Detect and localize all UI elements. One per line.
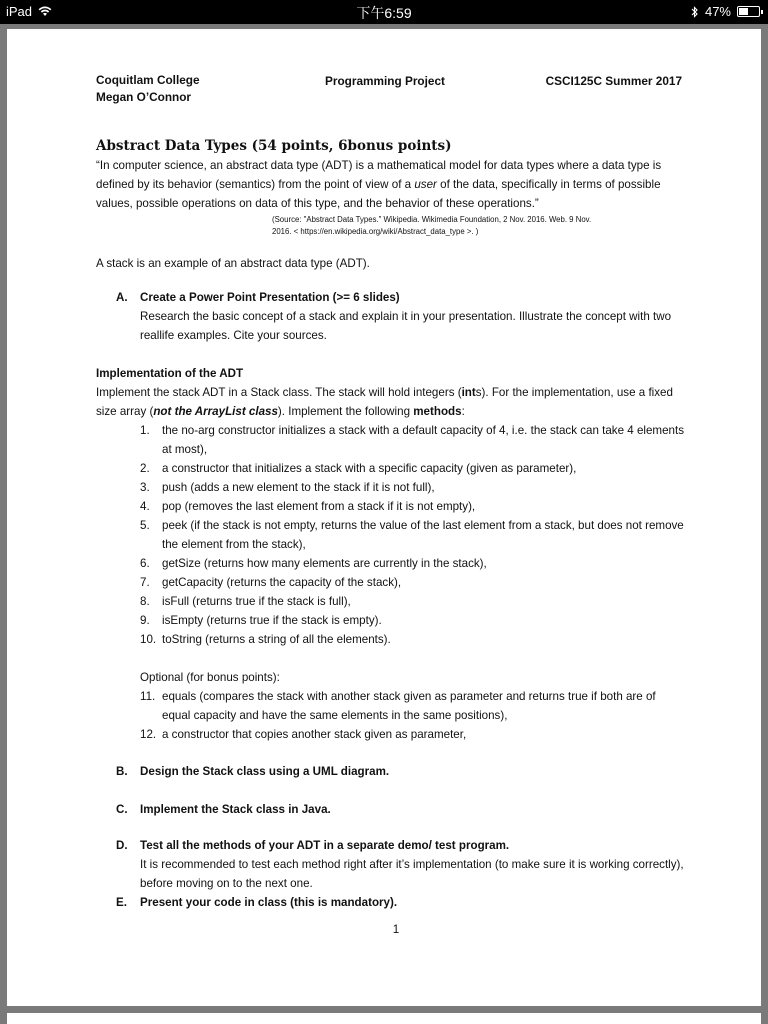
document-content: [96, 72, 686, 939]
status-bar: [0, 0, 768, 24]
list-item: 10. toString (returns a string of all the elements).: [140, 633, 391, 646]
bluetooth-icon: [691, 6, 699, 18]
next-page-edge: [7, 1013, 761, 1024]
course-label: CSCI125C Summer 2017: [545, 74, 682, 88]
section-a: A. Create a Power Point Presentation (>= 6 slides) Research the basic concept of a stack and explain it in your presentation. Illustrate the concept with two reallife examples. Cite your sources.: [96, 288, 686, 345]
list-item: 1. the no-arg constructor initializes a stack with a default capacity of 4, i.e. the stack can take 4 elements at most),: [140, 424, 684, 456]
clock: 下午6:59: [356, 5, 412, 21]
list-item: 9. isEmpty (returns true if the stack is empty).: [140, 614, 382, 627]
methods-list: [140, 421, 686, 649]
section-e: E. Present your code in class (this is mandatory).: [116, 896, 398, 909]
list-item: 12. a constructor that copies another stack given as parameter,: [140, 728, 467, 741]
page-number: 1: [392, 923, 400, 936]
college-name: Coquitlam College: [96, 73, 200, 87]
implementation-heading: Implementation of the ADT: [96, 367, 244, 380]
list-item: 7. getCapacity (returns the capacity of the stack),: [140, 576, 402, 589]
list-item: 8. isFull (returns true if the stack is full),: [140, 595, 351, 608]
battery-icon: [737, 6, 760, 17]
project-label: Programming Project: [325, 74, 445, 88]
implementation-text: Implement the stack ADT in a Stack class. The stack will hold integers (ints). For the implementation, use a fixed size array (not the ArrayList class). Implement the following methods:: [96, 386, 673, 418]
section-b: B. Design the Stack class using a UML diagram.: [116, 765, 390, 778]
document-page[interactable]: [7, 29, 761, 1006]
section-d: D. Test all the methods of your ADT in a separate demo/ test program. It is recommended to test each method right after it’s implementation (to make sure it is working correctly), before moving on to the next one.: [116, 839, 684, 890]
list-item: 3. push (adds a new element to the stack if it is not full),: [140, 481, 435, 494]
section-c: C. Implement the Stack class in Java.: [116, 803, 331, 816]
section-a-text: Research the basic concept of a stack and explain it in your presentation. Illustrate the concept with two reallife examples. Cite your sources.: [140, 310, 672, 342]
document-header: [96, 72, 686, 110]
document-title: Abstract Data Types (54 points, 6bonus points): [96, 138, 452, 154]
adt-quote: “In computer science, an abstract data type (ADT) is a mathematical model for data types where a data type is defined by its behavior (semantics) from the point of view of a user of the data, specifically in terms of possible values, possible operations on data of this type, and the behavior of these operations.”: [96, 159, 662, 210]
section-a-heading: Create a Power Point Presentation (>= 6 slides): [140, 291, 400, 304]
citation: (Source: "Abstract Data Types." Wikipedia. Wikimedia Foundation, 2 Nov. 2016. Web. 9 Nov. 2016. < https://en.wikipedia.org/wiki/Abstract_data_type >. ): [272, 215, 592, 236]
list-item: 11. equals (compares the stack with another stack given as parameter and returns true if both are of equal capacity and have the same elements in the same positions),: [140, 690, 656, 722]
list-item: 4. pop (removes the last element from a stack if it is not empty),: [140, 500, 476, 513]
author-name: Megan O’Connor: [96, 90, 192, 104]
intro-text: A stack is an example of an abstract data type (ADT).: [96, 257, 370, 270]
battery-percent: 47%: [704, 4, 731, 19]
list-item: 5. peek (if the stack is not empty, returns the value of the last element from a stack, but does not remove the element from the stack),: [140, 519, 684, 551]
list-item: 2. a constructor that initializes a stack with a specific capacity (given as parameter),: [140, 462, 577, 475]
optional-methods-list: [140, 687, 686, 744]
optional-heading: Optional (for bonus points):: [140, 671, 280, 684]
list-item: 6. getSize (returns how many elements are currently in the stack),: [140, 557, 487, 570]
device-name: iPad: [6, 4, 33, 19]
